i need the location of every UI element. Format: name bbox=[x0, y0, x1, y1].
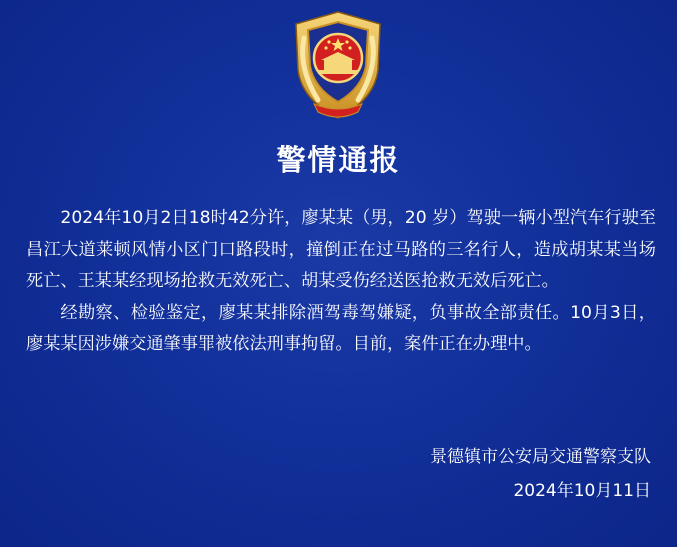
page-title: 警情通报 bbox=[276, 143, 401, 177]
notice-body bbox=[26, 203, 656, 361]
police-emblem-icon bbox=[284, 8, 392, 122]
notice-paragraph-2: 经勘察、检验鉴定，廖某某排除酒驾毒驾嫌疑，负事故全部责任。10月3日，廖某某因涉嫌交通肇事罪被依法刑事拘留。目前，案件正在办理中。 bbox=[26, 302, 656, 354]
issue-date: 2024年10月11日 bbox=[513, 481, 651, 501]
issuer-name: 景德镇市公安局交通警察支队 bbox=[430, 447, 651, 467]
signature-block bbox=[430, 440, 651, 508]
notice-paragraph-1: 2024年10月2日18时42分许，廖某某（男，20 岁）驾驶一辆小型汽车行驶至昌江大道莱顿风情小区门口路段时，撞倒正在过马路的三名行人，造成胡某某当场死亡、王某某经现场抢救无效死亡、胡某受伤经送医抢救无效后死亡。 bbox=[26, 208, 656, 291]
